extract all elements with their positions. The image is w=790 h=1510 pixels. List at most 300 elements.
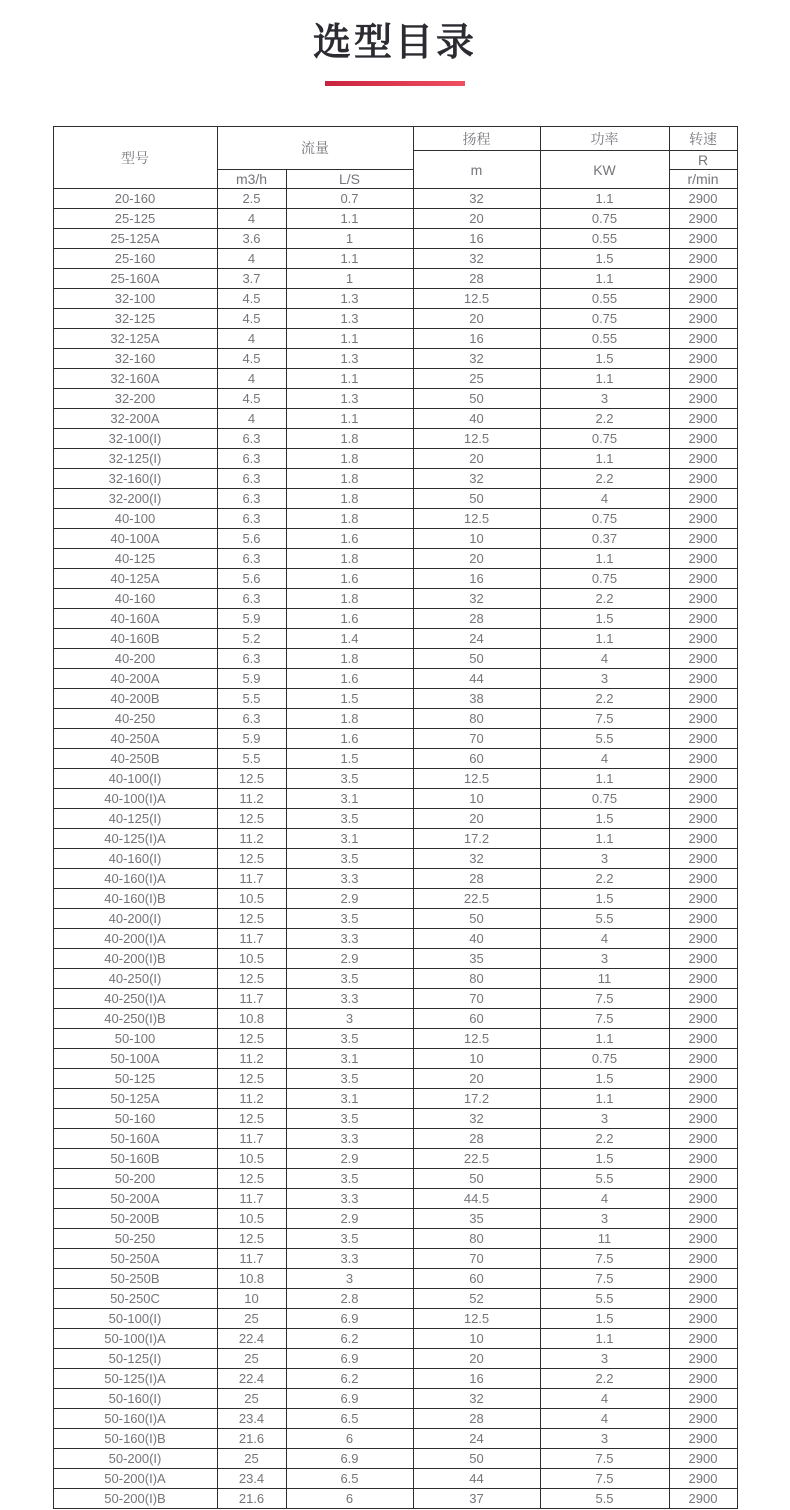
cell-flow-m3h: 10 bbox=[217, 1289, 286, 1309]
cell-speed-rpm: 2900 bbox=[669, 629, 737, 649]
table-row bbox=[53, 1009, 737, 1029]
cell-flow-m3h: 5.6 bbox=[217, 569, 286, 589]
cell-head-m: 50 bbox=[413, 1449, 540, 1469]
table-row bbox=[53, 1389, 737, 1409]
cell-flow-m3h: 11.2 bbox=[217, 789, 286, 809]
cell-head-m: 20 bbox=[413, 309, 540, 329]
cell-model: 40-125(I) bbox=[53, 809, 217, 829]
table-row bbox=[53, 1449, 737, 1469]
cell-flow-m3h: 3.6 bbox=[217, 229, 286, 249]
cell-flow-ls: 3.5 bbox=[286, 1109, 413, 1129]
table-row bbox=[53, 669, 737, 689]
cell-model: 32-160A bbox=[53, 369, 217, 389]
cell-flow-m3h: 6.3 bbox=[217, 589, 286, 609]
cell-flow-ls: 6.5 bbox=[286, 1469, 413, 1489]
table-row bbox=[53, 489, 737, 509]
cell-power-kw: 2.2 bbox=[540, 1369, 669, 1389]
cell-speed-rpm: 2900 bbox=[669, 1109, 737, 1129]
cell-speed-rpm: 2900 bbox=[669, 1209, 737, 1229]
table-row bbox=[53, 549, 737, 569]
cell-power-kw: 1.5 bbox=[540, 1069, 669, 1089]
table-row bbox=[53, 229, 737, 249]
cell-model: 25-125 bbox=[53, 209, 217, 229]
cell-model: 40-200B bbox=[53, 689, 217, 709]
cell-flow-ls: 1.1 bbox=[286, 249, 413, 269]
cell-flow-m3h: 4.5 bbox=[217, 289, 286, 309]
cell-flow-m3h: 5.9 bbox=[217, 669, 286, 689]
cell-speed-rpm: 2900 bbox=[669, 529, 737, 549]
cell-power-kw: 7.5 bbox=[540, 989, 669, 1009]
cell-model: 40-250A bbox=[53, 729, 217, 749]
table-row bbox=[53, 1289, 737, 1309]
table-row bbox=[53, 869, 737, 889]
cell-speed-rpm: 2900 bbox=[669, 289, 737, 309]
cell-head-m: 20 bbox=[413, 549, 540, 569]
cell-flow-m3h: 6.3 bbox=[217, 509, 286, 529]
table-row bbox=[53, 529, 737, 549]
cell-head-m: 40 bbox=[413, 409, 540, 429]
cell-model: 50-200(I)A bbox=[53, 1469, 217, 1489]
table-row bbox=[53, 889, 737, 909]
cell-power-kw: 4 bbox=[540, 1189, 669, 1209]
cell-flow-m3h: 12.5 bbox=[217, 1229, 286, 1249]
cell-model: 32-100(I) bbox=[53, 429, 217, 449]
table-row bbox=[53, 449, 737, 469]
cell-head-m: 24 bbox=[413, 1429, 540, 1449]
cell-head-m: 20 bbox=[413, 449, 540, 469]
cell-speed-rpm: 2900 bbox=[669, 1289, 737, 1309]
cell-head-m: 12.5 bbox=[413, 289, 540, 309]
cell-head-m: 10 bbox=[413, 1049, 540, 1069]
cell-flow-ls: 3.1 bbox=[286, 829, 413, 849]
table-row bbox=[53, 409, 737, 429]
cell-head-m: 20 bbox=[413, 209, 540, 229]
table-row bbox=[53, 1129, 737, 1149]
cell-speed-rpm: 2900 bbox=[669, 749, 737, 769]
cell-flow-ls: 2.9 bbox=[286, 1209, 413, 1229]
header-power-unit: KW bbox=[540, 151, 669, 189]
cell-speed-rpm: 2900 bbox=[669, 369, 737, 389]
cell-speed-rpm: 2900 bbox=[669, 829, 737, 849]
table-row bbox=[53, 809, 737, 829]
cell-model: 32-125A bbox=[53, 329, 217, 349]
cell-power-kw: 1.5 bbox=[540, 889, 669, 909]
cell-power-kw: 2.2 bbox=[540, 469, 669, 489]
cell-head-m: 28 bbox=[413, 1409, 540, 1429]
header-head: 扬程 bbox=[413, 127, 540, 151]
cell-flow-ls: 1.8 bbox=[286, 489, 413, 509]
table-row bbox=[53, 269, 737, 289]
table-row bbox=[53, 329, 737, 349]
cell-power-kw: 5.5 bbox=[540, 909, 669, 929]
table-row bbox=[53, 1169, 737, 1189]
cell-flow-m3h: 6.3 bbox=[217, 489, 286, 509]
cell-model: 40-200 bbox=[53, 649, 217, 669]
cell-speed-rpm: 2900 bbox=[669, 849, 737, 869]
cell-speed-rpm: 2900 bbox=[669, 189, 737, 209]
cell-model: 50-250A bbox=[53, 1249, 217, 1269]
cell-power-kw: 1.1 bbox=[540, 1029, 669, 1049]
cell-head-m: 10 bbox=[413, 529, 540, 549]
cell-head-m: 12.5 bbox=[413, 509, 540, 529]
table-row bbox=[53, 769, 737, 789]
cell-model: 20-160 bbox=[53, 189, 217, 209]
cell-model: 32-125 bbox=[53, 309, 217, 329]
table-row bbox=[53, 189, 737, 209]
cell-flow-ls: 3 bbox=[286, 1009, 413, 1029]
cell-model: 32-100 bbox=[53, 289, 217, 309]
cell-model: 25-125A bbox=[53, 229, 217, 249]
cell-flow-ls: 3.3 bbox=[286, 1189, 413, 1209]
cell-power-kw: 3 bbox=[540, 389, 669, 409]
cell-power-kw: 1.5 bbox=[540, 349, 669, 369]
cell-flow-ls: 6 bbox=[286, 1429, 413, 1449]
table-row bbox=[53, 1349, 737, 1369]
cell-speed-rpm: 2900 bbox=[669, 989, 737, 1009]
cell-head-m: 50 bbox=[413, 649, 540, 669]
cell-model: 40-100 bbox=[53, 509, 217, 529]
cell-model: 50-100A bbox=[53, 1049, 217, 1069]
cell-head-m: 22.5 bbox=[413, 1149, 540, 1169]
cell-model: 50-250B bbox=[53, 1269, 217, 1289]
cell-flow-ls: 3 bbox=[286, 1269, 413, 1289]
cell-head-m: 28 bbox=[413, 869, 540, 889]
cell-flow-m3h: 25 bbox=[217, 1389, 286, 1409]
cell-power-kw: 0.75 bbox=[540, 309, 669, 329]
cell-flow-m3h: 6.3 bbox=[217, 709, 286, 729]
cell-flow-ls: 1.3 bbox=[286, 389, 413, 409]
cell-flow-ls: 1.6 bbox=[286, 609, 413, 629]
cell-speed-rpm: 2900 bbox=[669, 1489, 737, 1509]
table-row bbox=[53, 349, 737, 369]
cell-flow-m3h: 12.5 bbox=[217, 909, 286, 929]
table-row bbox=[53, 829, 737, 849]
cell-power-kw: 0.75 bbox=[540, 569, 669, 589]
cell-speed-rpm: 2900 bbox=[669, 1349, 737, 1369]
cell-flow-m3h: 2.5 bbox=[217, 189, 286, 209]
cell-flow-ls: 3.1 bbox=[286, 789, 413, 809]
cell-flow-m3h: 21.6 bbox=[217, 1489, 286, 1509]
cell-flow-m3h: 4.5 bbox=[217, 389, 286, 409]
cell-power-kw: 2.2 bbox=[540, 589, 669, 609]
cell-flow-m3h: 12.5 bbox=[217, 1029, 286, 1049]
cell-flow-ls: 3.5 bbox=[286, 849, 413, 869]
cell-head-m: 32 bbox=[413, 469, 540, 489]
cell-model: 50-160(I)A bbox=[53, 1409, 217, 1429]
cell-flow-m3h: 11.7 bbox=[217, 1249, 286, 1269]
cell-power-kw: 0.55 bbox=[540, 229, 669, 249]
cell-power-kw: 0.37 bbox=[540, 529, 669, 549]
cell-power-kw: 7.5 bbox=[540, 1449, 669, 1469]
cell-speed-rpm: 2900 bbox=[669, 1469, 737, 1489]
table-row bbox=[53, 1469, 737, 1489]
selection-catalog-table bbox=[53, 126, 738, 1509]
cell-power-kw: 5.5 bbox=[540, 1289, 669, 1309]
cell-model: 32-200(I) bbox=[53, 489, 217, 509]
cell-speed-rpm: 2900 bbox=[669, 1049, 737, 1069]
cell-model: 40-250(I)A bbox=[53, 989, 217, 1009]
cell-head-m: 80 bbox=[413, 709, 540, 729]
cell-flow-ls: 2.8 bbox=[286, 1289, 413, 1309]
cell-speed-rpm: 2900 bbox=[669, 1129, 737, 1149]
cell-head-m: 16 bbox=[413, 329, 540, 349]
cell-speed-rpm: 2900 bbox=[669, 669, 737, 689]
cell-head-m: 12.5 bbox=[413, 769, 540, 789]
cell-head-m: 35 bbox=[413, 1209, 540, 1229]
cell-model: 40-250(I)B bbox=[53, 1009, 217, 1029]
cell-flow-m3h: 6.3 bbox=[217, 469, 286, 489]
cell-speed-rpm: 2900 bbox=[669, 649, 737, 669]
cell-speed-rpm: 2900 bbox=[669, 689, 737, 709]
cell-power-kw: 1.1 bbox=[540, 189, 669, 209]
cell-power-kw: 1.5 bbox=[540, 1309, 669, 1329]
cell-flow-m3h: 10.8 bbox=[217, 1269, 286, 1289]
cell-power-kw: 7.5 bbox=[540, 1469, 669, 1489]
cell-head-m: 10 bbox=[413, 1329, 540, 1349]
cell-flow-m3h: 5.6 bbox=[217, 529, 286, 549]
cell-speed-rpm: 2900 bbox=[669, 929, 737, 949]
cell-power-kw: 1.1 bbox=[540, 769, 669, 789]
cell-head-m: 60 bbox=[413, 1009, 540, 1029]
cell-model: 50-200 bbox=[53, 1169, 217, 1189]
cell-flow-ls: 3.5 bbox=[286, 1069, 413, 1089]
page-title: 选型目录 bbox=[312, 22, 477, 64]
header-flow-ls: L/S bbox=[286, 170, 413, 189]
cell-head-m: 70 bbox=[413, 729, 540, 749]
table-row bbox=[53, 969, 737, 989]
cell-model: 50-125(I) bbox=[53, 1349, 217, 1369]
cell-power-kw: 0.75 bbox=[540, 1049, 669, 1069]
cell-flow-ls: 1.5 bbox=[286, 689, 413, 709]
cell-power-kw: 7.5 bbox=[540, 1249, 669, 1269]
cell-head-m: 28 bbox=[413, 1129, 540, 1149]
cell-speed-rpm: 2900 bbox=[669, 889, 737, 909]
cell-speed-rpm: 2900 bbox=[669, 549, 737, 569]
cell-flow-ls: 1.8 bbox=[286, 709, 413, 729]
table-row bbox=[53, 629, 737, 649]
cell-flow-ls: 1.8 bbox=[286, 589, 413, 609]
cell-flow-ls: 1.6 bbox=[286, 529, 413, 549]
cell-flow-m3h: 11.7 bbox=[217, 869, 286, 889]
cell-power-kw: 1.1 bbox=[540, 829, 669, 849]
cell-power-kw: 1.5 bbox=[540, 809, 669, 829]
cell-speed-rpm: 2900 bbox=[669, 1069, 737, 1089]
cell-model: 25-160A bbox=[53, 269, 217, 289]
cell-model: 50-250 bbox=[53, 1229, 217, 1249]
cell-speed-rpm: 2900 bbox=[669, 1269, 737, 1289]
cell-flow-ls: 1.3 bbox=[286, 349, 413, 369]
cell-speed-rpm: 2900 bbox=[669, 729, 737, 749]
table-row bbox=[53, 1329, 737, 1349]
cell-flow-m3h: 12.5 bbox=[217, 809, 286, 829]
header-flow: 流量 bbox=[217, 127, 413, 170]
cell-model: 32-160(I) bbox=[53, 469, 217, 489]
cell-power-kw: 2.2 bbox=[540, 409, 669, 429]
cell-speed-rpm: 2900 bbox=[669, 1149, 737, 1169]
cell-flow-ls: 1.8 bbox=[286, 649, 413, 669]
cell-power-kw: 2.2 bbox=[540, 689, 669, 709]
header-power: 功率 bbox=[540, 127, 669, 151]
table-row bbox=[53, 1489, 737, 1509]
cell-speed-rpm: 2900 bbox=[669, 249, 737, 269]
cell-model: 32-160 bbox=[53, 349, 217, 369]
cell-head-m: 35 bbox=[413, 949, 540, 969]
table-row bbox=[53, 689, 737, 709]
cell-power-kw: 0.75 bbox=[540, 429, 669, 449]
cell-flow-ls: 3.5 bbox=[286, 769, 413, 789]
cell-flow-ls: 1.8 bbox=[286, 449, 413, 469]
cell-flow-m3h: 5.5 bbox=[217, 749, 286, 769]
cell-model: 50-160(I) bbox=[53, 1389, 217, 1409]
table-row bbox=[53, 369, 737, 389]
table-header bbox=[53, 127, 737, 189]
cell-power-kw: 0.55 bbox=[540, 329, 669, 349]
cell-flow-m3h: 4 bbox=[217, 249, 286, 269]
cell-speed-rpm: 2900 bbox=[669, 269, 737, 289]
cell-flow-ls: 6.2 bbox=[286, 1329, 413, 1349]
cell-head-m: 44.5 bbox=[413, 1189, 540, 1209]
table-row bbox=[53, 1429, 737, 1449]
cell-speed-rpm: 2900 bbox=[669, 329, 737, 349]
cell-model: 50-125(I)A bbox=[53, 1369, 217, 1389]
cell-speed-rpm: 2900 bbox=[669, 209, 737, 229]
cell-flow-m3h: 5.5 bbox=[217, 689, 286, 709]
cell-model: 50-200(I) bbox=[53, 1449, 217, 1469]
cell-flow-m3h: 12.5 bbox=[217, 1069, 286, 1089]
cell-speed-rpm: 2900 bbox=[669, 429, 737, 449]
table-row bbox=[53, 1049, 737, 1069]
cell-flow-ls: 3.3 bbox=[286, 989, 413, 1009]
cell-flow-ls: 3.5 bbox=[286, 809, 413, 829]
cell-head-m: 16 bbox=[413, 1369, 540, 1389]
cell-flow-m3h: 6.3 bbox=[217, 649, 286, 669]
cell-flow-ls: 3.1 bbox=[286, 1049, 413, 1069]
cell-head-m: 52 bbox=[413, 1289, 540, 1309]
cell-head-m: 44 bbox=[413, 1469, 540, 1489]
cell-model: 50-160B bbox=[53, 1149, 217, 1169]
cell-speed-rpm: 2900 bbox=[669, 1429, 737, 1449]
cell-flow-m3h: 23.4 bbox=[217, 1469, 286, 1489]
cell-model: 40-250B bbox=[53, 749, 217, 769]
cell-model: 40-125A bbox=[53, 569, 217, 589]
cell-power-kw: 4 bbox=[540, 749, 669, 769]
cell-head-m: 28 bbox=[413, 609, 540, 629]
table-row bbox=[53, 749, 737, 769]
table-row bbox=[53, 1029, 737, 1049]
cell-model: 40-250 bbox=[53, 709, 217, 729]
cell-head-m: 12.5 bbox=[413, 1309, 540, 1329]
table-row bbox=[53, 589, 737, 609]
cell-model: 50-100(I) bbox=[53, 1309, 217, 1329]
cell-model: 40-200(I)B bbox=[53, 949, 217, 969]
cell-power-kw: 1.1 bbox=[540, 449, 669, 469]
cell-flow-ls: 6.2 bbox=[286, 1369, 413, 1389]
cell-flow-m3h: 21.6 bbox=[217, 1429, 286, 1449]
cell-flow-ls: 3.3 bbox=[286, 1129, 413, 1149]
table-row bbox=[53, 929, 737, 949]
table-row bbox=[53, 909, 737, 929]
cell-head-m: 20 bbox=[413, 809, 540, 829]
cell-model: 40-125 bbox=[53, 549, 217, 569]
table-row bbox=[53, 1409, 737, 1429]
header-speed-r: R bbox=[669, 151, 737, 170]
cell-flow-ls: 6.9 bbox=[286, 1349, 413, 1369]
cell-flow-m3h: 25 bbox=[217, 1449, 286, 1469]
cell-head-m: 28 bbox=[413, 269, 540, 289]
cell-model: 40-160(I)B bbox=[53, 889, 217, 909]
cell-power-kw: 0.55 bbox=[540, 289, 669, 309]
cell-flow-ls: 1.8 bbox=[286, 549, 413, 569]
cell-speed-rpm: 2900 bbox=[669, 949, 737, 969]
cell-power-kw: 4 bbox=[540, 929, 669, 949]
cell-power-kw: 4 bbox=[540, 1409, 669, 1429]
cell-speed-rpm: 2900 bbox=[669, 229, 737, 249]
table-row bbox=[53, 1069, 737, 1089]
header-model: 型号 bbox=[53, 127, 217, 189]
table-row bbox=[53, 1109, 737, 1129]
cell-flow-m3h: 11.7 bbox=[217, 989, 286, 1009]
table-row bbox=[53, 849, 737, 869]
cell-flow-ls: 6.9 bbox=[286, 1309, 413, 1329]
cell-flow-m3h: 11.2 bbox=[217, 1049, 286, 1069]
cell-flow-ls: 1.5 bbox=[286, 749, 413, 769]
cell-speed-rpm: 2900 bbox=[669, 1229, 737, 1249]
cell-speed-rpm: 2900 bbox=[669, 1369, 737, 1389]
table-row bbox=[53, 1309, 737, 1329]
cell-flow-ls: 1.6 bbox=[286, 569, 413, 589]
header-speed-unit: r/min bbox=[669, 170, 737, 189]
cell-flow-ls: 3.5 bbox=[286, 1029, 413, 1049]
cell-power-kw: 1.5 bbox=[540, 609, 669, 629]
table-row bbox=[53, 649, 737, 669]
cell-flow-m3h: 6.3 bbox=[217, 429, 286, 449]
cell-flow-ls: 1 bbox=[286, 269, 413, 289]
cell-flow-m3h: 11.2 bbox=[217, 1089, 286, 1109]
cell-flow-ls: 2.9 bbox=[286, 1149, 413, 1169]
cell-speed-rpm: 2900 bbox=[669, 869, 737, 889]
cell-model: 40-100(I)A bbox=[53, 789, 217, 809]
table-row bbox=[53, 249, 737, 269]
cell-model: 32-200 bbox=[53, 389, 217, 409]
cell-head-m: 70 bbox=[413, 1249, 540, 1269]
table-row bbox=[53, 389, 737, 409]
cell-power-kw: 5.5 bbox=[540, 1489, 669, 1509]
cell-model: 50-125A bbox=[53, 1089, 217, 1109]
cell-power-kw: 1.5 bbox=[540, 1149, 669, 1169]
cell-speed-rpm: 2900 bbox=[669, 709, 737, 729]
cell-head-m: 80 bbox=[413, 969, 540, 989]
cell-model: 50-160A bbox=[53, 1129, 217, 1149]
cell-model: 25-160 bbox=[53, 249, 217, 269]
cell-power-kw: 3 bbox=[540, 1349, 669, 1369]
cell-head-m: 32 bbox=[413, 249, 540, 269]
cell-head-m: 10 bbox=[413, 789, 540, 809]
table-row bbox=[53, 609, 737, 629]
cell-speed-rpm: 2900 bbox=[669, 1309, 737, 1329]
cell-power-kw: 1.1 bbox=[540, 1089, 669, 1109]
cell-model: 50-160(I)B bbox=[53, 1429, 217, 1449]
cell-power-kw: 11 bbox=[540, 969, 669, 989]
cell-flow-m3h: 5.9 bbox=[217, 729, 286, 749]
cell-head-m: 12.5 bbox=[413, 1029, 540, 1049]
cell-head-m: 16 bbox=[413, 569, 540, 589]
cell-flow-m3h: 4.5 bbox=[217, 349, 286, 369]
cell-flow-ls: 1 bbox=[286, 229, 413, 249]
cell-speed-rpm: 2900 bbox=[669, 589, 737, 609]
cell-head-m: 40 bbox=[413, 929, 540, 949]
table-row bbox=[53, 469, 737, 489]
cell-speed-rpm: 2900 bbox=[669, 1329, 737, 1349]
